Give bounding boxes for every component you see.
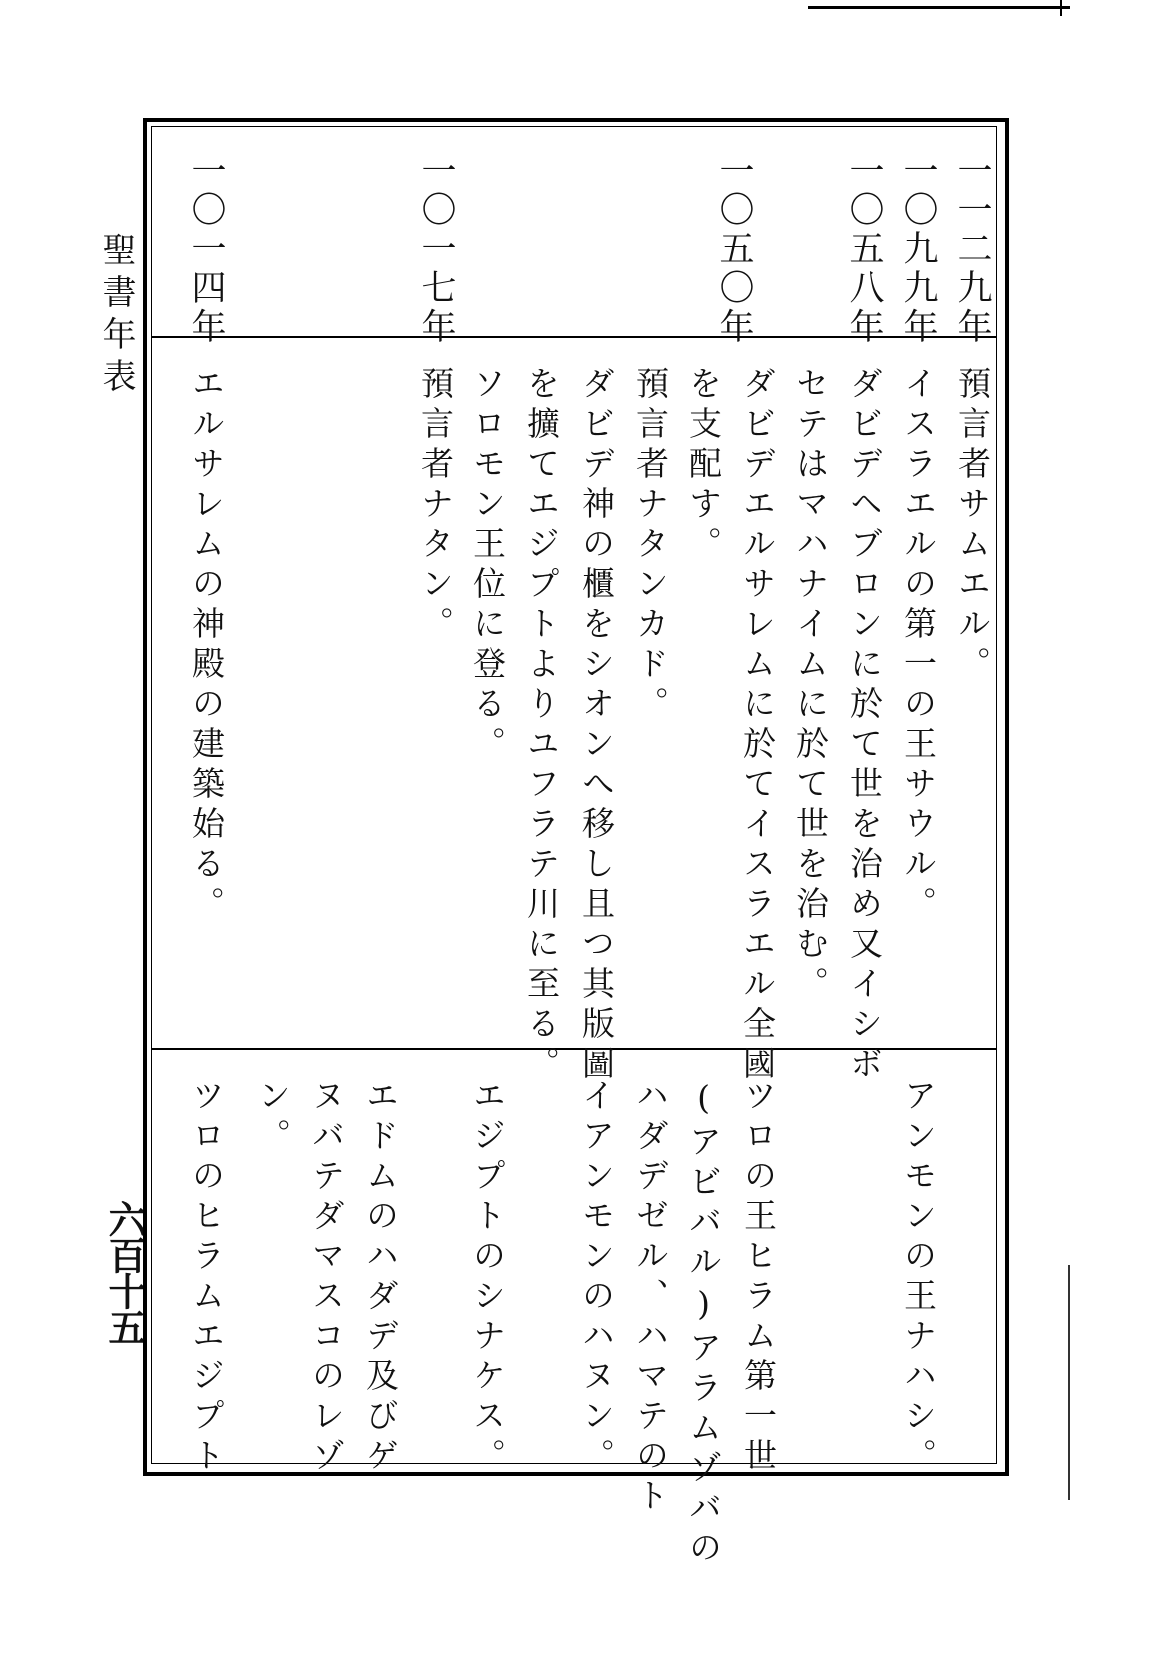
- year-cell: 一〇九九年: [898, 152, 938, 347]
- contemporary-entry: ツロのヒラムエジプト: [187, 1078, 226, 1478]
- event-entry: ソロモン王位に登る。: [468, 366, 507, 766]
- contemporary-entry: アンモンの王ナハシ。: [899, 1078, 938, 1478]
- event-entry: を擴てエジプトよりユフラテ川に至る。: [522, 366, 561, 1086]
- margin-mark: [1068, 1265, 1070, 1500]
- top-tick-mark: [1060, 0, 1062, 16]
- year-cell: 一一二九年: [952, 152, 992, 347]
- top-border-line: [808, 6, 1070, 9]
- year-cell: 一〇五八年: [844, 152, 884, 347]
- event-entry: イスラエルの第一の王サウル。: [899, 366, 938, 926]
- contemporary-entry: ツロの王ヒラム第一世: [739, 1078, 778, 1478]
- event-entry: 預言者サムエル。: [953, 366, 992, 686]
- event-entry: ダビデエルサレムに於てイスラエル全國: [738, 366, 777, 1086]
- contemporary-entry: エジプトのシナケス。: [468, 1078, 507, 1478]
- event-entry: 預言者ナタンカド。: [631, 366, 670, 726]
- year-cell: 一〇五〇年: [714, 152, 754, 347]
- page-number: 六百十五: [102, 1200, 147, 1344]
- running-title: 聖書年表: [96, 232, 136, 400]
- contemporary-entry: イアンモンのハヌン。: [577, 1078, 616, 1478]
- event-entry: 預言者ナタン。: [416, 366, 455, 646]
- event-entry: エルサレムの神殿の建築始る。: [187, 366, 226, 926]
- event-entry: ダビデヘブロンに於て世を治め又イシボ: [845, 366, 884, 1086]
- year-cell: 一〇一四年: [186, 152, 226, 347]
- year-cell: 一〇一七年: [416, 152, 456, 347]
- event-entry: ダビデ神の櫃をシオンへ移し且つ其版圖: [577, 366, 616, 1086]
- contemporary-entry: エドムのハダデ及びゲ: [361, 1078, 400, 1478]
- event-entry: セテはマハナイムに於て世を治む。: [791, 366, 830, 1006]
- contemporary-entry: (アビバル)アラムゾバの: [684, 1078, 723, 1570]
- contemporary-entry: ヌバテダマスコのレゾ: [307, 1078, 346, 1478]
- contemporary-entry: ハダデゼル、ハマテのト: [631, 1078, 670, 1518]
- event-entry: を支配す。: [684, 366, 723, 566]
- contemporary-entry: ン。: [253, 1078, 292, 1158]
